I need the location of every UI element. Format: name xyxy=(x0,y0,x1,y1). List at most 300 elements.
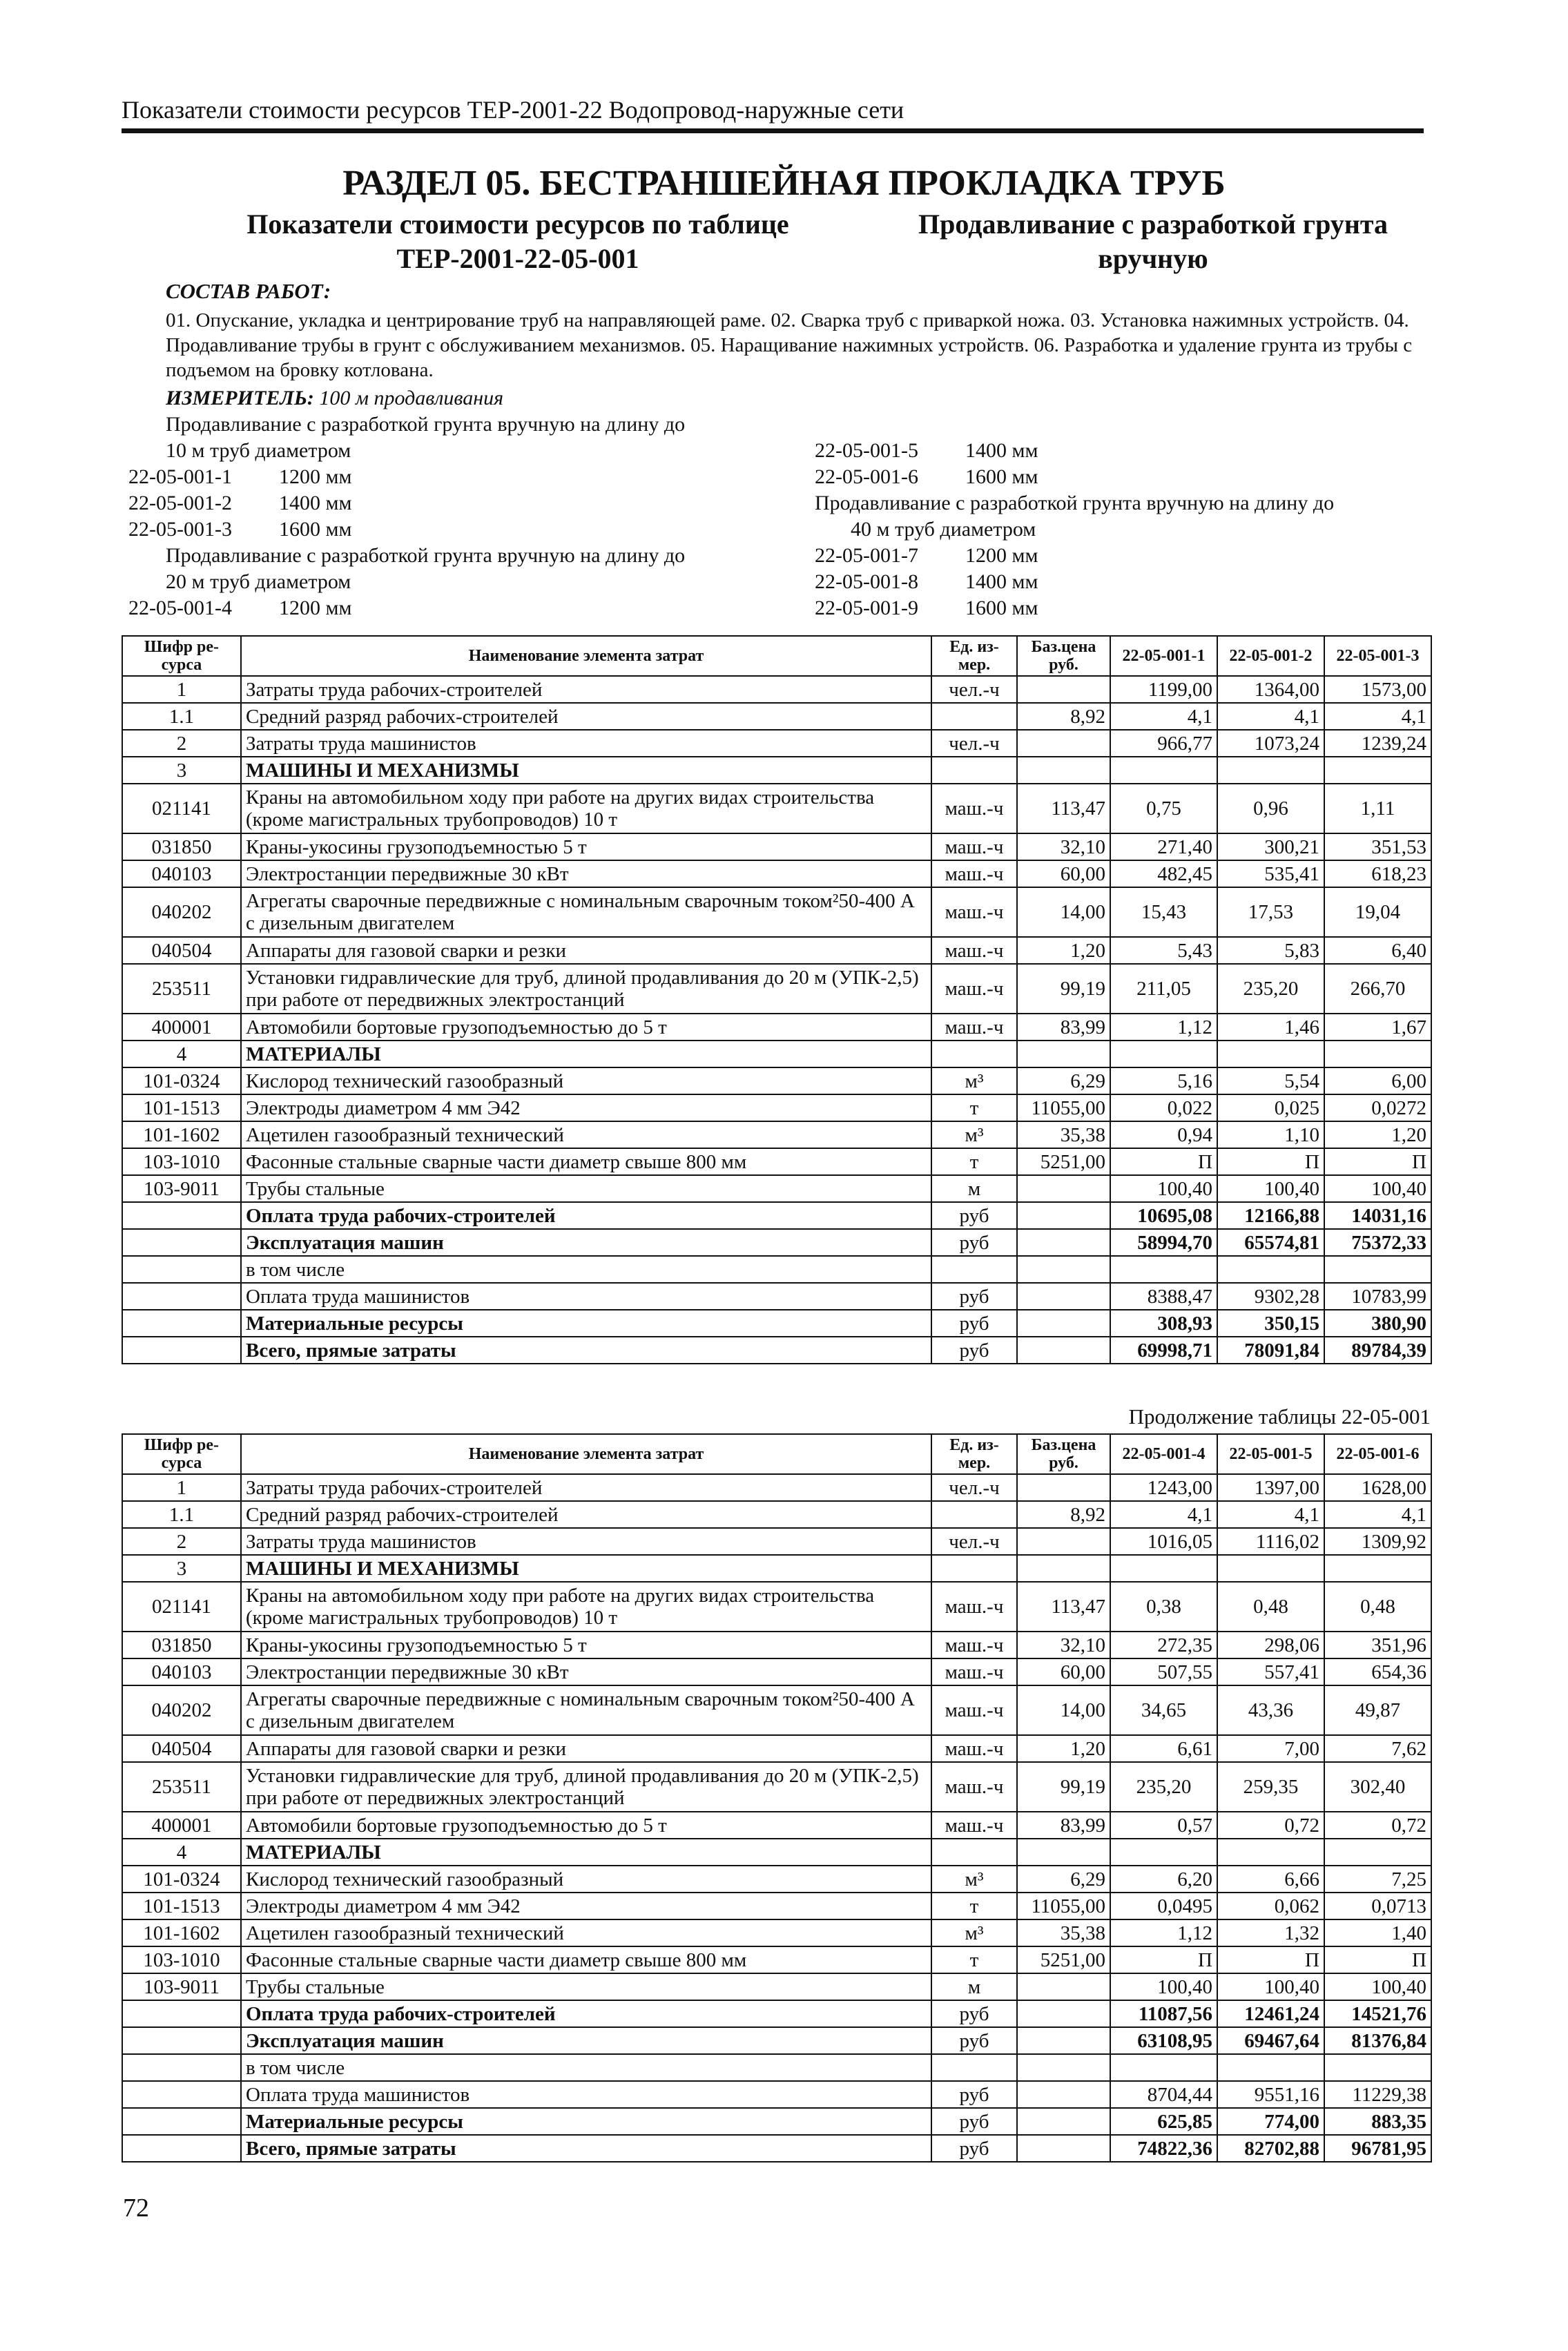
table-row xyxy=(122,1582,1431,1632)
value-cell: 0,96 xyxy=(1217,784,1324,833)
base-price-cell xyxy=(1017,1041,1110,1067)
value-cell: 6,40 xyxy=(1324,937,1431,964)
value-cell: 12166,88 xyxy=(1217,1202,1324,1229)
table-row xyxy=(122,937,1431,964)
position-item xyxy=(815,543,1038,569)
value-cell: 271,40 xyxy=(1110,833,1217,860)
resource-code-cell xyxy=(122,2081,241,2108)
resource-name-cell: Аппараты для газовой сварки и резки xyxy=(241,1735,931,1762)
table-header-row xyxy=(122,636,1431,676)
group-text: 40 м труб диаметром xyxy=(851,518,1036,541)
unit-cell: маш.-ч xyxy=(931,1812,1017,1839)
base-price-cell xyxy=(1017,1202,1110,1229)
works-label: СОСТАВ РАБОТ: xyxy=(166,279,331,303)
table-row xyxy=(122,2135,1431,2162)
resource-name-cell: Средний разряд рабочих-строителей xyxy=(241,1501,931,1528)
resource-name-cell: Краны на автомобильном ходу при работе на других видах строительства (кроме магистральных трубопроводов) 10 т xyxy=(241,784,931,833)
resource-code-cell: 040504 xyxy=(122,1735,241,1762)
value-cell: 43,36 xyxy=(1217,1685,1324,1735)
resource-code-cell: 040103 xyxy=(122,1658,241,1685)
value-cell xyxy=(1110,1041,1217,1067)
resource-name-cell: Электростанции передвижные 30 кВт xyxy=(241,1658,931,1685)
base-price-cell: 113,47 xyxy=(1017,784,1110,833)
value-cell: 34,65 xyxy=(1110,1685,1217,1735)
group-text: Продавливание с разработкой грунта вручную на длину до xyxy=(166,544,686,567)
table-row xyxy=(122,1337,1431,1364)
position-value: 1600 мм xyxy=(279,518,352,541)
unit-cell: руб xyxy=(931,1310,1017,1337)
unit-cell: маш.-ч xyxy=(931,964,1017,1014)
base-price-cell xyxy=(1017,1175,1110,1202)
col-head-unit: Ед. из-мер. xyxy=(931,1434,1017,1474)
resource-code-cell: 031850 xyxy=(122,833,241,860)
table-row xyxy=(122,1501,1431,1528)
base-price-cell xyxy=(1017,1839,1110,1866)
unit-cell xyxy=(931,703,1017,730)
value-cell xyxy=(1110,1555,1217,1582)
base-price-cell: 11055,00 xyxy=(1017,1094,1110,1121)
unit-cell: чел.-ч xyxy=(931,676,1017,703)
unit-cell: руб xyxy=(931,2135,1017,2162)
base-price-cell: 99,19 xyxy=(1017,964,1110,1014)
value-cell: 65574,81 xyxy=(1217,1229,1324,1256)
resource-name-cell: Электроды диаметром 4 мм Э42 xyxy=(241,1094,931,1121)
resource-name-cell: Ацетилен газообразный технический xyxy=(241,1919,931,1946)
base-price-cell xyxy=(1017,1283,1110,1310)
table-row xyxy=(122,1283,1431,1310)
value-cell: 235,20 xyxy=(1217,964,1324,1014)
unit-cell: чел.-ч xyxy=(931,1528,1017,1555)
resource-name-cell: Агрегаты сварочные передвижные с номинальным сварочным током²50-400 А с дизельным двигателем xyxy=(241,1685,931,1735)
value-cell: 100,40 xyxy=(1217,1175,1324,1202)
continuation-note: Продолжение таблицы 22-05-001 xyxy=(1128,1404,1431,1429)
position-item xyxy=(815,569,1038,595)
value-cell: 1,32 xyxy=(1217,1919,1324,1946)
resource-code-cell xyxy=(122,1202,241,1229)
unit-cell: т xyxy=(931,1094,1017,1121)
position-code: 22-05-001-1 xyxy=(128,465,232,488)
value-cell: 0,062 xyxy=(1217,1893,1324,1919)
resource-code-cell xyxy=(122,1337,241,1364)
value-cell: 1397,00 xyxy=(1217,1474,1324,1501)
resource-code-cell: 101-0324 xyxy=(122,1067,241,1094)
unit-cell: маш.-ч xyxy=(931,1632,1017,1658)
value-cell: 69998,71 xyxy=(1110,1337,1217,1364)
table-row xyxy=(122,1014,1431,1041)
table-row xyxy=(122,1121,1431,1148)
value-cell: 4,1 xyxy=(1324,1501,1431,1528)
value-cell: 1,11 xyxy=(1324,784,1431,833)
value-cell: 7,00 xyxy=(1217,1735,1324,1762)
col-head-price: Баз.цена руб. xyxy=(1017,636,1110,676)
value-cell: 8388,47 xyxy=(1110,1283,1217,1310)
table-row xyxy=(122,1973,1431,2000)
value-cell: 235,20 xyxy=(1110,1762,1217,1812)
table-row xyxy=(122,676,1431,703)
value-cell: 1628,00 xyxy=(1324,1474,1431,1501)
value-cell xyxy=(1324,1555,1431,1582)
resource-code-cell: 103-1010 xyxy=(122,1148,241,1175)
table-row xyxy=(122,887,1431,937)
position-value: 1200 мм xyxy=(965,544,1038,567)
value-cell: П xyxy=(1217,1148,1324,1175)
resource-code-cell: 103-9011 xyxy=(122,1973,241,2000)
resource-code-cell: 3 xyxy=(122,757,241,784)
value-cell: 557,41 xyxy=(1217,1658,1324,1685)
col-head-position: 22-05-001-2 xyxy=(1217,636,1324,676)
position-group xyxy=(166,543,685,595)
base-price-cell xyxy=(1017,1337,1110,1364)
table-row xyxy=(122,1555,1431,1582)
value-cell: 6,61 xyxy=(1110,1735,1217,1762)
resource-code-cell: 1 xyxy=(122,676,241,703)
value-cell: П xyxy=(1110,1148,1217,1175)
base-price-cell xyxy=(1017,1310,1110,1337)
resource-name-cell: МАТЕРИАЛЫ xyxy=(241,1839,931,1866)
value-cell: 6,00 xyxy=(1324,1067,1431,1094)
value-cell: 1,20 xyxy=(1324,1121,1431,1148)
base-price-cell: 8,92 xyxy=(1017,1501,1110,1528)
table-row xyxy=(122,1685,1431,1735)
resource-name-cell: Установки гидравлические для труб, длиной продавливания до 20 м (УПК-2,5) при работе от передвижных электростанций xyxy=(241,1762,931,1812)
value-cell: 0,38 xyxy=(1110,1582,1217,1632)
resource-code-cell: 253511 xyxy=(122,1762,241,1812)
table-row xyxy=(122,964,1431,1014)
position-code: 22-05-001-2 xyxy=(128,492,232,514)
value-cell: 0,72 xyxy=(1324,1812,1431,1839)
table-row xyxy=(122,1919,1431,1946)
value-cell: 78091,84 xyxy=(1217,1337,1324,1364)
resource-code-cell: 1.1 xyxy=(122,703,241,730)
work-subtitle xyxy=(884,207,1422,276)
value-cell: 302,40 xyxy=(1324,1762,1431,1812)
value-cell: П xyxy=(1324,1148,1431,1175)
resource-name-cell: Оплата труда машинистов xyxy=(241,2081,931,2108)
unit-cell: руб xyxy=(931,1202,1017,1229)
resource-code-cell xyxy=(122,1283,241,1310)
table-row xyxy=(122,1893,1431,1919)
table-row xyxy=(122,1762,1431,1812)
resource-code-cell xyxy=(122,1256,241,1283)
value-cell: 0,57 xyxy=(1110,1812,1217,1839)
base-price-cell: 5251,00 xyxy=(1017,1946,1110,1973)
value-cell: 5,83 xyxy=(1217,937,1324,964)
position-value: 1600 мм xyxy=(965,465,1038,488)
resource-name-cell: Трубы стальные xyxy=(241,1175,931,1202)
base-price-cell: 83,99 xyxy=(1017,1812,1110,1839)
resource-table-2 xyxy=(122,1433,1432,2163)
base-price-cell: 113,47 xyxy=(1017,1582,1110,1632)
resource-name-cell: Эксплуатация машин xyxy=(241,2027,931,2054)
resource-name-cell: Средний разряд рабочих-строителей xyxy=(241,703,931,730)
resource-name-cell: Автомобили бортовые грузоподъемностью до 5 т xyxy=(241,1014,931,1041)
value-cell: 1309,92 xyxy=(1324,1528,1431,1555)
base-price-cell xyxy=(1017,1555,1110,1582)
subtitle-line: вручную xyxy=(1098,243,1208,274)
base-price-cell xyxy=(1017,1256,1110,1283)
unit-cell: м³ xyxy=(931,1919,1017,1946)
value-cell xyxy=(1217,1555,1324,1582)
resource-code-cell: 2 xyxy=(122,1528,241,1555)
page-number: 72 xyxy=(123,2194,149,2223)
table-row xyxy=(122,1202,1431,1229)
running-header: Показатели стоимости ресурсов ТЕР-2001-22 Водопровод-наружные сети xyxy=(122,95,1424,133)
resource-code-cell: 1 xyxy=(122,1474,241,1501)
value-cell: 15,43 xyxy=(1110,887,1217,937)
position-list xyxy=(815,438,1038,490)
value-cell: 5,16 xyxy=(1110,1067,1217,1094)
position-code: 22-05-001-8 xyxy=(815,570,918,593)
resource-code-cell: 2 xyxy=(122,730,241,757)
value-cell: 1364,00 xyxy=(1217,676,1324,703)
base-price-cell: 60,00 xyxy=(1017,1658,1110,1685)
value-cell: 8704,44 xyxy=(1110,2081,1217,2108)
value-cell: 12461,24 xyxy=(1217,2000,1324,2027)
resource-code-cell: 4 xyxy=(122,1041,241,1067)
position-value: 1200 мм xyxy=(279,597,352,619)
table-row xyxy=(122,1229,1431,1256)
value-cell xyxy=(1217,1041,1324,1067)
resource-code-cell: 040202 xyxy=(122,887,241,937)
value-cell: 1239,24 xyxy=(1324,730,1431,757)
base-price-cell xyxy=(1017,1528,1110,1555)
value-cell: 5,54 xyxy=(1217,1067,1324,1094)
value-cell: 482,45 xyxy=(1110,860,1217,887)
col-head-position: 22-05-001-5 xyxy=(1217,1434,1324,1474)
position-code: 22-05-001-7 xyxy=(815,544,918,567)
value-cell: 4,1 xyxy=(1217,1501,1324,1528)
resource-name-cell: Всего, прямые затраты xyxy=(241,1337,931,1364)
base-price-cell: 35,38 xyxy=(1017,1121,1110,1148)
position-item xyxy=(815,595,1038,621)
position-code: 22-05-001-6 xyxy=(815,465,918,488)
value-cell: 966,77 xyxy=(1110,730,1217,757)
value-cell: 9302,28 xyxy=(1217,1283,1324,1310)
value-cell: 11087,56 xyxy=(1110,2000,1217,2027)
base-price-cell: 14,00 xyxy=(1017,887,1110,937)
resource-code-cell xyxy=(122,2054,241,2081)
value-cell: 10695,08 xyxy=(1110,1202,1217,1229)
resource-name-cell: Затраты труда рабочих-строителей xyxy=(241,1474,931,1501)
resource-code-cell xyxy=(122,2000,241,2027)
value-cell: 4,1 xyxy=(1110,1501,1217,1528)
position-item xyxy=(128,595,351,621)
value-cell xyxy=(1217,1839,1324,1866)
base-price-cell: 60,00 xyxy=(1017,860,1110,887)
value-cell xyxy=(1110,2054,1217,2081)
base-price-cell xyxy=(1017,2135,1110,2162)
value-cell: 6,66 xyxy=(1217,1866,1324,1893)
value-cell: 7,62 xyxy=(1324,1735,1431,1762)
base-price-cell xyxy=(1017,1474,1110,1501)
table-row xyxy=(122,833,1431,860)
value-cell: П xyxy=(1110,1946,1217,1973)
resource-code-cell: 040202 xyxy=(122,1685,241,1735)
resource-code-cell: 101-0324 xyxy=(122,1866,241,1893)
value-cell: 535,41 xyxy=(1217,860,1324,887)
value-cell xyxy=(1217,2054,1324,2081)
resource-name-cell: Ацетилен газообразный технический xyxy=(241,1121,931,1148)
unit-cell: маш.-ч xyxy=(931,937,1017,964)
subtitle-line: Продавливание с разработкой грунта xyxy=(918,209,1388,240)
value-cell: 100,40 xyxy=(1110,1973,1217,2000)
value-cell: 308,93 xyxy=(1110,1310,1217,1337)
table-row xyxy=(122,784,1431,833)
table-row xyxy=(122,1946,1431,1973)
table-row xyxy=(122,2054,1431,2081)
value-cell: 9551,16 xyxy=(1217,2081,1324,2108)
value-cell: 259,35 xyxy=(1217,1762,1324,1812)
value-cell: 100,40 xyxy=(1324,1973,1431,2000)
resource-name-cell: Краны на автомобильном ходу при работе на других видах строительства (кроме магистральных трубопроводов) 10 т xyxy=(241,1582,931,1632)
unit-cell: руб xyxy=(931,1337,1017,1364)
value-cell xyxy=(1110,757,1217,784)
value-cell: 5,43 xyxy=(1110,937,1217,964)
unit-cell: руб xyxy=(931,1229,1017,1256)
base-price-cell xyxy=(1017,757,1110,784)
resource-name-cell: Аппараты для газовой сварки и резки xyxy=(241,937,931,964)
table-row xyxy=(122,1735,1431,1762)
unit-cell: маш.-ч xyxy=(931,1685,1017,1735)
unit-cell: маш.-ч xyxy=(931,860,1017,887)
base-price-cell: 14,00 xyxy=(1017,1685,1110,1735)
value-cell: 4,1 xyxy=(1217,703,1324,730)
unit-cell: маш.-ч xyxy=(931,1762,1017,1812)
value-cell: 74822,36 xyxy=(1110,2135,1217,2162)
resource-name-cell: в том числе xyxy=(241,1256,931,1283)
value-cell: 0,025 xyxy=(1217,1094,1324,1121)
value-cell xyxy=(1324,1041,1431,1067)
value-cell: 58994,70 xyxy=(1110,1229,1217,1256)
value-cell: 17,53 xyxy=(1217,887,1324,937)
position-code: 22-05-001-5 xyxy=(815,439,918,462)
position-list xyxy=(128,464,351,543)
resource-name-cell: Оплата труда рабочих-строителей xyxy=(241,2000,931,2027)
resource-code-cell: 101-1602 xyxy=(122,1919,241,1946)
position-value: 1400 мм xyxy=(279,492,352,514)
resource-name-cell: Агрегаты сварочные передвижные с номинальным сварочным током²50-400 А с дизельным двигателем xyxy=(241,887,931,937)
resource-code-cell: 400001 xyxy=(122,1812,241,1839)
position-value: 1400 мм xyxy=(965,439,1038,462)
value-cell xyxy=(1110,1256,1217,1283)
value-cell: 1,12 xyxy=(1110,1919,1217,1946)
table-row xyxy=(122,1866,1431,1893)
position-value: 1400 мм xyxy=(965,570,1038,593)
base-price-cell: 6,29 xyxy=(1017,1067,1110,1094)
value-cell: 883,35 xyxy=(1324,2108,1431,2135)
resource-name-cell: Фасонные стальные сварные части диаметр свыше 800 мм xyxy=(241,1946,931,1973)
table-row xyxy=(122,1812,1431,1839)
value-cell: 100,40 xyxy=(1217,1973,1324,2000)
unit-cell: руб xyxy=(931,2000,1017,2027)
unit-cell: маш.-ч xyxy=(931,887,1017,937)
group-text: 10 м труб диаметром xyxy=(166,439,351,462)
unit-cell xyxy=(931,1555,1017,1582)
table-row xyxy=(122,2081,1431,2108)
unit-cell: руб xyxy=(931,1283,1017,1310)
col-head-position: 22-05-001-1 xyxy=(1110,636,1217,676)
table-row xyxy=(122,2000,1431,2027)
resource-code-cell: 3 xyxy=(122,1555,241,1582)
value-cell: 49,87 xyxy=(1324,1685,1431,1735)
resource-code-cell: 103-1010 xyxy=(122,1946,241,1973)
value-cell: 1573,00 xyxy=(1324,676,1431,703)
value-cell xyxy=(1324,1256,1431,1283)
resource-code-cell: 1.1 xyxy=(122,1501,241,1528)
position-code: 22-05-001-4 xyxy=(128,597,232,619)
value-cell: 350,15 xyxy=(1217,1310,1324,1337)
resource-name-cell: Краны-укосины грузоподъемностью 5 т xyxy=(241,833,931,860)
resource-name-cell: Затраты труда рабочих-строителей xyxy=(241,676,931,703)
value-cell: 14031,16 xyxy=(1324,1202,1431,1229)
resource-name-cell: Фасонные стальные сварные части диаметр свыше 800 мм xyxy=(241,1148,931,1175)
value-cell: 4,1 xyxy=(1110,703,1217,730)
position-group xyxy=(815,490,1334,543)
resource-name-cell: Электроды диаметром 4 мм Э42 xyxy=(241,1893,931,1919)
table-row xyxy=(122,1474,1431,1501)
value-cell: 81376,84 xyxy=(1324,2027,1431,2054)
base-price-cell: 5251,00 xyxy=(1017,1148,1110,1175)
table-row xyxy=(122,1310,1431,1337)
value-cell: 0,75 xyxy=(1110,784,1217,833)
value-cell xyxy=(1217,1256,1324,1283)
unit-cell: т xyxy=(931,1148,1017,1175)
value-cell: П xyxy=(1324,1946,1431,1973)
table-row xyxy=(122,1094,1431,1121)
value-cell: 507,55 xyxy=(1110,1658,1217,1685)
unit-cell xyxy=(931,1839,1017,1866)
value-cell: 774,00 xyxy=(1217,2108,1324,2135)
meter-line xyxy=(166,387,503,410)
unit-cell: маш.-ч xyxy=(931,1658,1017,1685)
resource-code-cell xyxy=(122,1310,241,1337)
value-cell: 211,05 xyxy=(1110,964,1217,1014)
value-cell: 69467,64 xyxy=(1217,2027,1324,2054)
group-text: Продавливание с разработкой грунта вручную на длину до xyxy=(166,413,686,436)
base-price-cell xyxy=(1017,2081,1110,2108)
value-cell: 0,022 xyxy=(1110,1094,1217,1121)
value-cell: 1016,05 xyxy=(1110,1528,1217,1555)
value-cell: 1,46 xyxy=(1217,1014,1324,1041)
subtitle-line: ТЕР-2001-22-05-001 xyxy=(396,243,639,274)
unit-cell: чел.-ч xyxy=(931,1474,1017,1501)
resource-code-cell: 103-9011 xyxy=(122,1175,241,1202)
group-text: 20 м труб диаметром xyxy=(166,570,351,593)
value-cell: 0,94 xyxy=(1110,1121,1217,1148)
resource-name-cell: Оплата труда рабочих-строителей xyxy=(241,1202,931,1229)
unit-cell: маш.-ч xyxy=(931,784,1017,833)
table-row xyxy=(122,757,1431,784)
unit-cell: маш.-ч xyxy=(931,833,1017,860)
base-price-cell xyxy=(1017,2108,1110,2135)
section-title: РАЗДЕЛ 05. БЕСТРАНШЕЙНАЯ ПРОКЛАДКА ТРУБ xyxy=(342,164,1226,203)
base-price-cell: 1,20 xyxy=(1017,937,1110,964)
unit-cell: руб xyxy=(931,2108,1017,2135)
position-code: 22-05-001-3 xyxy=(128,518,232,541)
base-price-cell: 1,20 xyxy=(1017,1735,1110,1762)
position-list xyxy=(815,543,1038,621)
resource-code-cell xyxy=(122,2135,241,2162)
unit-cell: маш.-ч xyxy=(931,1014,1017,1041)
value-cell: 6,20 xyxy=(1110,1866,1217,1893)
unit-cell: т xyxy=(931,1946,1017,1973)
col-head-code: Шифр ре-сурса xyxy=(122,1434,241,1474)
unit-cell: руб xyxy=(931,2027,1017,2054)
value-cell: 1073,24 xyxy=(1217,730,1324,757)
value-cell: 4,1 xyxy=(1324,703,1431,730)
base-price-cell: 11055,00 xyxy=(1017,1893,1110,1919)
base-price-cell xyxy=(1017,2000,1110,2027)
